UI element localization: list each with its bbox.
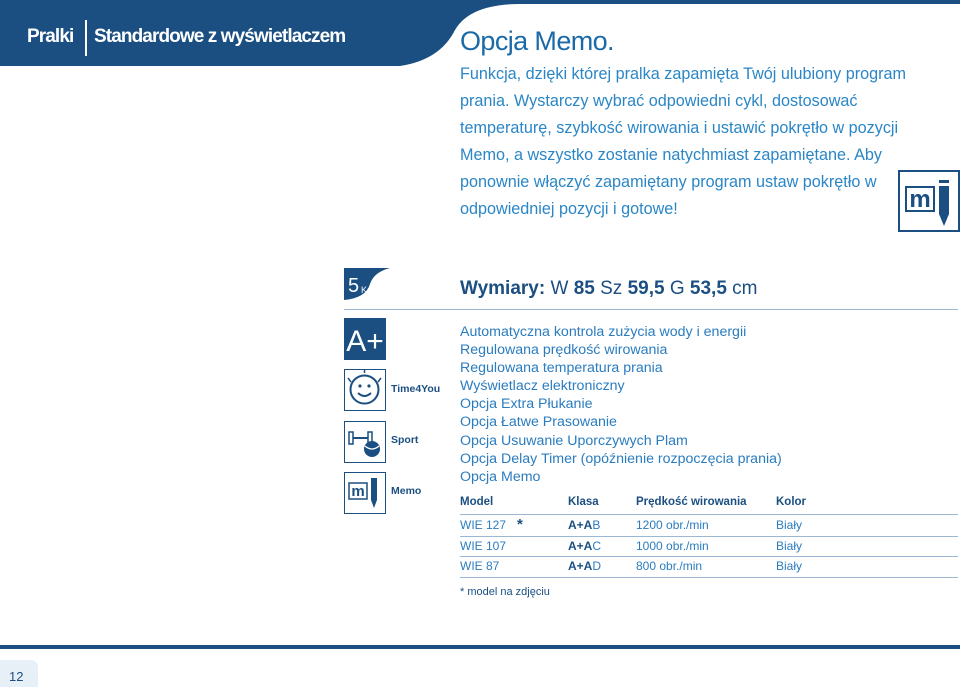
features-list bbox=[460, 323, 782, 486]
dim-g-label: G bbox=[669, 278, 685, 299]
divider bbox=[344, 309, 958, 310]
footnote: * model na zdjęciu bbox=[460, 586, 550, 598]
list-item: Regulowana temperatura prania bbox=[460, 360, 663, 377]
list-item: Opcja Extra Płukanie bbox=[460, 396, 593, 413]
memo-pen-icon bbox=[898, 170, 960, 234]
feature-label-time4you: Time4You bbox=[391, 383, 441, 395]
table-divider bbox=[460, 514, 958, 515]
row-color: Biały bbox=[776, 539, 803, 553]
header-divider bbox=[85, 20, 87, 56]
list-item: Opcja Łatwe Prasowanie bbox=[460, 414, 617, 431]
table-header-model: Model bbox=[460, 496, 494, 508]
row-speed: 1200 obr./min bbox=[636, 518, 709, 532]
table-divider bbox=[460, 577, 958, 578]
header-subcategory: Standardowe z wyświetlaczem bbox=[94, 26, 346, 47]
dim-unit: cm bbox=[732, 278, 758, 299]
row-class: A+AD bbox=[568, 559, 602, 573]
list-item: Regulowana prędkość wirowania bbox=[460, 342, 668, 359]
table-divider bbox=[460, 556, 958, 557]
dim-w-value: 85 bbox=[573, 278, 595, 299]
dim-g-value: 53,5 bbox=[689, 278, 727, 299]
feature-label-sport: Sport bbox=[391, 434, 419, 446]
row-model: WIE 127 bbox=[460, 518, 507, 532]
header-category: Pralki bbox=[27, 26, 74, 47]
feature-label-memo: Memo bbox=[391, 485, 422, 497]
list-item: Opcja Delay Timer (opóźnienie rozpoczęcia prania) bbox=[460, 450, 782, 467]
list-item: Opcja Memo bbox=[460, 468, 541, 485]
capacity-unit: Kg bbox=[361, 285, 373, 295]
energy-class-value: A+ bbox=[346, 325, 384, 358]
table-header-color: Kolor bbox=[776, 496, 807, 508]
table-divider bbox=[460, 536, 958, 537]
footer-band bbox=[0, 645, 960, 649]
svg-text:m: m bbox=[351, 483, 365, 500]
capacity-badge bbox=[344, 268, 390, 300]
row-star: * bbox=[517, 516, 523, 533]
list-item: Opcja Usuwanie Uporczywych Plam bbox=[460, 432, 688, 449]
row-class: A+AB bbox=[568, 518, 601, 532]
svg-text:m: m bbox=[909, 186, 931, 213]
row-model: WIE 107 bbox=[460, 539, 507, 553]
list-item: Automatyczna kontrola zużycia wody i energii bbox=[460, 324, 747, 340]
dim-w-label: W bbox=[550, 278, 569, 299]
row-speed: 1000 obr./min bbox=[636, 539, 709, 553]
dimensions bbox=[460, 278, 758, 300]
row-speed: 800 obr./min bbox=[636, 559, 703, 573]
table-header-class: Klasa bbox=[568, 496, 599, 508]
table-header-speed: Prędkość wirowania bbox=[636, 496, 747, 508]
sport-dumbbell-ball-icon bbox=[344, 421, 386, 463]
list-item: Wyświetlacz elektroniczny bbox=[460, 378, 625, 395]
capacity-value: 5 bbox=[348, 275, 360, 297]
energy-class-badge bbox=[344, 318, 386, 360]
page-number: 12 bbox=[9, 669, 24, 684]
memo-description: Funkcja, dzięki której pralka zapamięta Twój ulubiony program prania. Wystarczy wybrać odpowiedni cykl, dostosować temperaturę, szybkość wirowania i ustawić pokrętło w pozycji Memo, a wszystko zostanie natychmiast zapamiętane. Aby ponownie włączyć zapamiętany program ustaw pokrętło w odpowiedniej pozycji i gotowe! bbox=[460, 65, 906, 218]
time4you-clock-face-icon bbox=[344, 369, 386, 411]
row-model: WIE 87 bbox=[460, 559, 500, 573]
row-color: Biały bbox=[776, 559, 803, 573]
page-title: Opcja Memo. bbox=[460, 26, 614, 56]
dim-sz-label: Sz bbox=[600, 278, 623, 299]
row-color: Biały bbox=[776, 518, 803, 532]
memo-pen-icon bbox=[344, 472, 386, 514]
dimensions-label: Wymiary: bbox=[460, 278, 546, 299]
row-class: A+AC bbox=[568, 539, 602, 553]
dim-sz-value: 59,5 bbox=[627, 278, 665, 299]
